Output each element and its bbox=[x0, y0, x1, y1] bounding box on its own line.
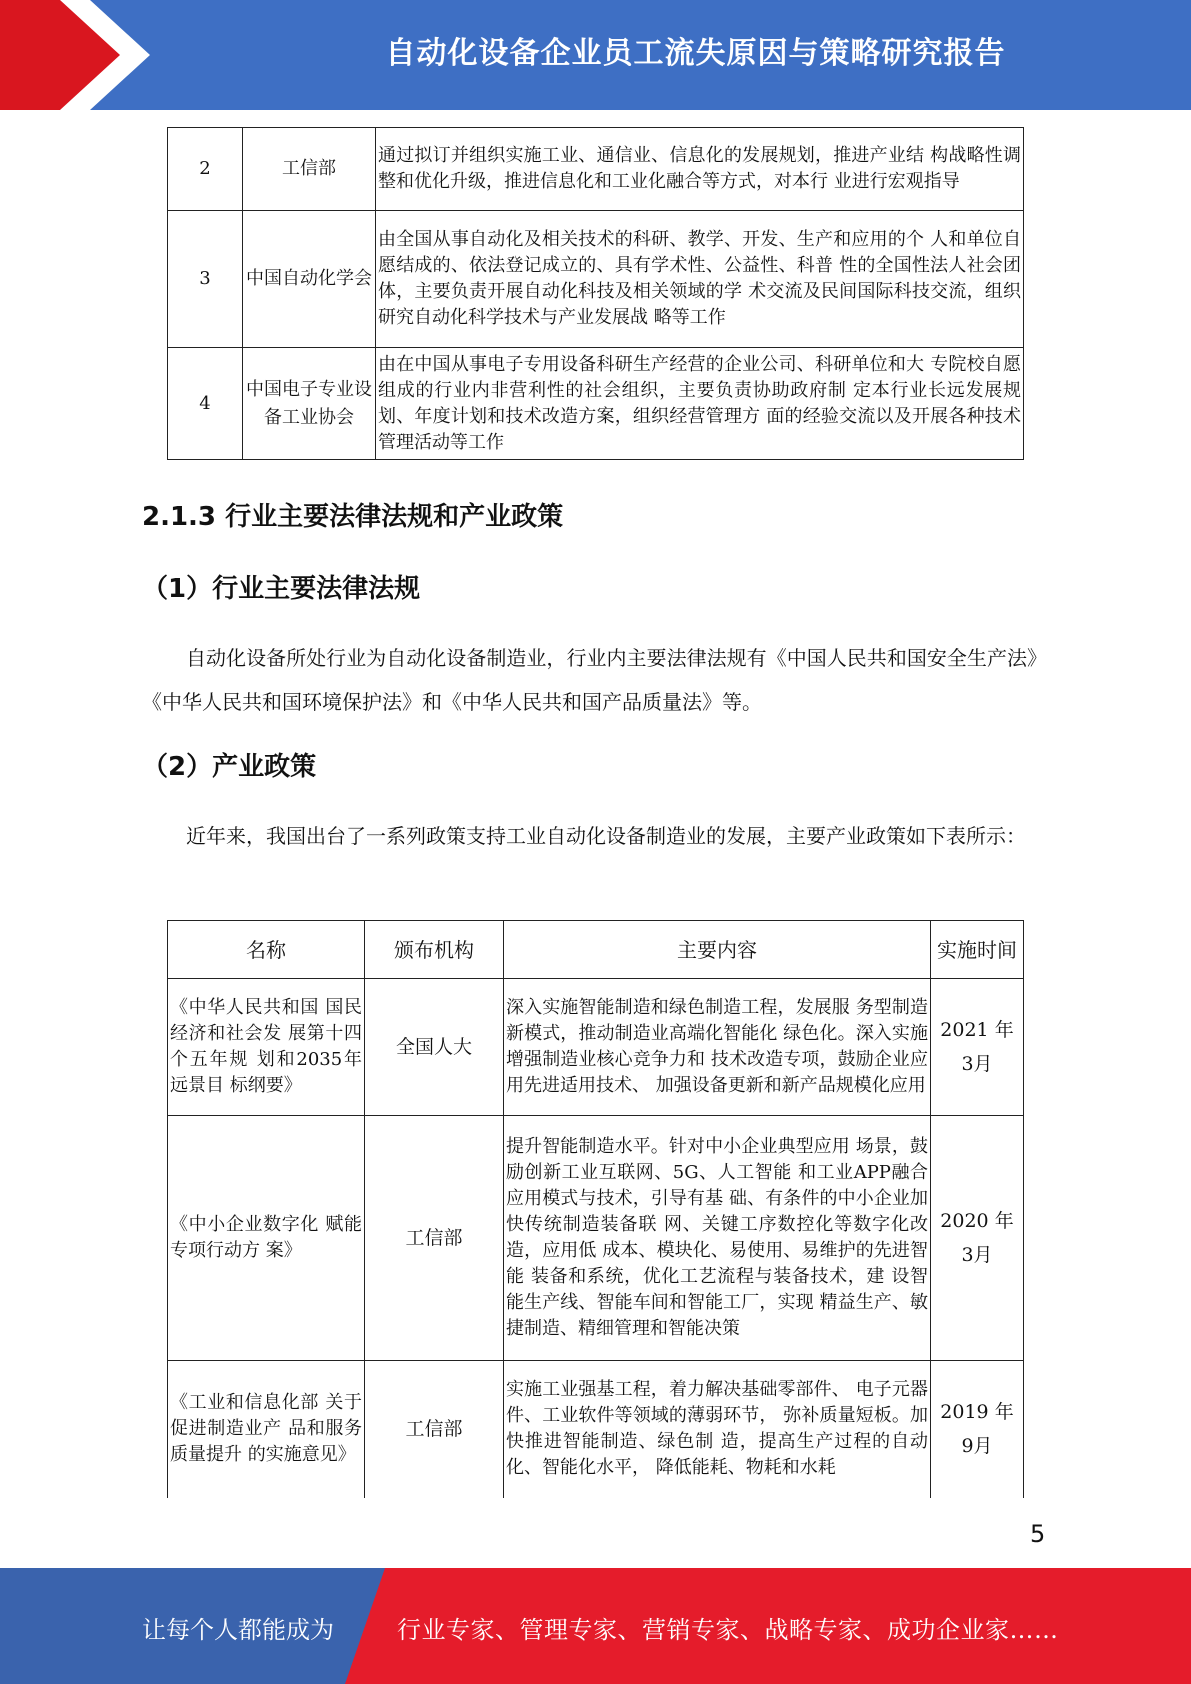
header-banner bbox=[0, 0, 1191, 110]
table-header-row bbox=[168, 921, 1024, 979]
paragraph-policy: 近年来，我国出台了一系列政策支持工业自动化设备制造业的发展，主要产业政策如下表所示： bbox=[186, 824, 1026, 848]
row-number: 2 bbox=[168, 128, 243, 211]
footer-slogan-right: 行业专家、管理专家、营销专家、战略专家、成功企业家…… bbox=[397, 1616, 1059, 1644]
page-number: 5 bbox=[1030, 1520, 1046, 1548]
policy-content: 实施工业强基工程，着力解决基础零部件、 电子元器件、工业软件等领域的薄弱环节， 弥补质量短板。加快推进智能制造、绿色制 造，提高生产过程的自动化、智能化水平， 降低能耗、物耗和水耗 bbox=[504, 1361, 931, 1498]
policy-date: 2019 年 9月 bbox=[931, 1361, 1024, 1498]
policy-issuer: 工信部 bbox=[365, 1116, 504, 1361]
table-row bbox=[168, 979, 1024, 1116]
subsection-heading-policy: （2）产业政策 bbox=[142, 752, 317, 782]
report-title: 自动化设备企业员工流失原因与策略研究报告 bbox=[385, 36, 1006, 71]
policy-table bbox=[167, 920, 1024, 1498]
row-number: 3 bbox=[168, 211, 243, 348]
table-row bbox=[168, 1116, 1024, 1361]
policy-date: 2020 年 3月 bbox=[931, 1116, 1024, 1361]
organization-description: 由全国从事自动化及相关技术的科研、教学、开发、生产和应用的个 人和单位自愿结成的、依法登记成立的、具有学术性、公益性、科普 性的全国性法人社会团体，主要负责开展自动化科技及相关领域的学 术交流及民间国际科技交流，组织研究自动化科学技术与产业发展战 略等工作 bbox=[376, 211, 1024, 348]
policy-issuer: 工信部 bbox=[365, 1361, 504, 1498]
subsection-heading-laws: （1）行业主要法律法规 bbox=[142, 574, 421, 604]
column-header-date: 实施时间 bbox=[931, 921, 1024, 979]
table-row bbox=[168, 1361, 1024, 1498]
column-header-issuer: 颁布机构 bbox=[365, 921, 504, 979]
table-row bbox=[168, 128, 1024, 211]
table-row bbox=[168, 211, 1024, 348]
organization-name: 中国电子专业设备工业协会 bbox=[243, 348, 376, 460]
policy-content: 深入实施智能制造和绿色制造工程，发展服 务型制造新模式，推动制造业高端化智能化 绿色化。深入实施增强制造业核心竞争力和 技术改造专项，鼓励企业应用先进适用技术、 加强设备更新和新产品规模化应用 bbox=[504, 979, 931, 1116]
policy-name: 《中小企业数字化 赋能专项行动方 案》 bbox=[168, 1116, 365, 1361]
policy-date: 2021 年 3月 bbox=[931, 979, 1024, 1116]
policy-name: 《中华人民共和国 国民经济和社会发 展第十四个五年规 划和2035年远景目 标纲要》 bbox=[168, 979, 365, 1116]
table-row bbox=[168, 348, 1024, 460]
footer-banner bbox=[0, 1568, 1191, 1684]
organization-name: 工信部 bbox=[243, 128, 376, 211]
column-header-name: 名称 bbox=[168, 921, 365, 979]
organization-table bbox=[167, 127, 1024, 460]
policy-content: 提升智能制造水平。针对中小企业典型应用 场景，鼓励创新工业互联网、5G、人工智能 和工业APP融合应用模式与技术，引导有基 础、有条件的中小企业加快传统制造装备联 网、关键工序数控化等数字化改造，应用低 成本、模块化、易使用、易维护的先进智能 装备和系统，优化工艺流程与装备技术，建 设智能生产线、智能车间和智能工厂，实现 精益生产、敏捷制造、精细管理和智能决策 bbox=[504, 1116, 931, 1361]
footer-slogan-left: 让每个人都能成为 bbox=[142, 1616, 334, 1644]
paragraph-laws: 自动化设备所处行业为自动化设备制造业，行业内主要法律法规有《中国人民共和国安全生产法》《中华人民共和国环境保护法》和《中华人民共和国产品质量法》等。 bbox=[142, 646, 1047, 714]
organization-description: 由在中国从事电子专用设备科研生产经营的企业公司、科研单位和大 专院校自愿组成的行业内非营利性的社会组织，主要负责协助政府制 定本行业长远发展规划、年度计划和技术改造方案，组织经营管理方 面的经验交流以及开展各种技术管理活动等工作 bbox=[376, 348, 1024, 460]
policy-name: 《工业和信息化部 关于促进制造业产 品和服务质量提升 的实施意见》 bbox=[168, 1361, 365, 1498]
section-heading: 2.1.3 行业主要法律法规和产业政策 bbox=[142, 502, 564, 532]
organization-name: 中国自动化学会 bbox=[243, 211, 376, 348]
column-header-content: 主要内容 bbox=[504, 921, 931, 979]
row-number: 4 bbox=[168, 348, 243, 460]
policy-issuer: 全国人大 bbox=[365, 979, 504, 1116]
organization-description: 通过拟订并组织实施工业、通信业、信息化的发展规划，推进产业结 构战略性调整和优化升级，推进信息化和工业化融合等方式，对本行 业进行宏观指导 bbox=[376, 128, 1024, 211]
